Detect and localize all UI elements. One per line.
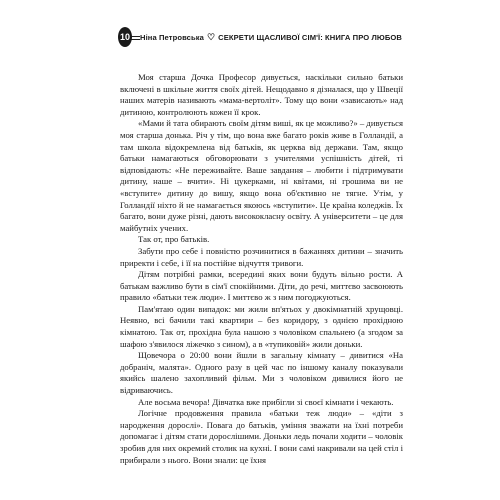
paragraph: Пам'ятаю один випадок: ми жили вп'ятьох у двокімнатній хрущовці. Неявно, всі бачили такі квартири – без коридору, з однією прохідною кімнатою. Так от, прохідна була нашою з чоловіком спальнею (а згодом за шафою з'явилося ліжечко з сином), а в «тупиковій» жили доньки. <box>120 303 403 349</box>
paragraph: Дітям потрібні рамки, всередині яких вони будуть вільно рости. А батькам важливо бути в сім'ї спокійними. Діти, до речі, миттєво засвоюють правило «батьки теж люди». І миттєво ж з ним погоджуються. <box>120 269 403 303</box>
heart-icon: ♡ <box>206 31 216 42</box>
paragraph: Моя старша Дочка Професор дивується, наскільки сильно батьки включені в шкільне життя своїх дітей. Нещодавно я дізналася, що у Швеції наших матерів називають «мама-вертоліт». Тому що вони «зависають» над дитиною, контролюють кожен її крок. <box>120 72 403 117</box>
page-number-badge: 10 <box>118 27 132 47</box>
header-author: Ніна Петровська <box>139 32 204 42</box>
paragraph: Логічне продовження правила «батьки теж люди» – «діти з народження дорослі». Повага до батьків, уміння зважати на їхні потреби допомагає і дітям стати дорослішими. Доньки ледь почали ходити – чоловік зробив для них окремий столик на кухні. І вони самі накривали на цей стіл і прибирали з нього. Вони знали: це їхня <box>120 408 403 465</box>
header-book-title: СЕКРЕТИ ЩАСЛИВОЇ СІМ'Ї: КНИГА ПРО ЛЮБОВ <box>218 32 402 42</box>
paragraph: «Мами й тата обирають своїм дітям виші, як це можливо?» – дивується моя старша донька. Річ у тім, що вона вже багато років живе в Голландії, а там школа відокремлена від батьків, як церква від держави. Там, якщо батьки намагаються обговорювати з учителями успішність дітей, ті відповідають: «Не переживайте. Ваше завдання – любити і підтримувати дитину, наше – вчити». Ні цукерками, ні квітами, ні грошима ви не «вступите» дитину до вишу, якщо вона об'єктивно не тягне. Утім, у Голландії ніхто й не намагається якоюсь «вступити». Це країна коледжів. Їх багато, вони дуже різні, дають висококласну освіту. А університети – це для майбутніх учених. <box>120 118 403 233</box>
paragraph: Забути про себе і повністю розчинитися в бажаннях дитини – значить приректи і себе, і її на постійне відчуття тривоги. <box>120 245 403 268</box>
running-header <box>118 26 406 48</box>
header-text <box>140 33 406 42</box>
paragraph: Так от, про батьків. <box>138 234 210 245</box>
body-text <box>120 72 403 466</box>
paragraph: Але восьма вечора! Дівчатка вже прибігли зі своєї кімнати і чекають. <box>138 396 394 407</box>
paragraph: Щовечора о 20:00 вони йшли в загальну кімнату – дивитися «На добраніч, малята». Одного разу в цей час по іншому каналу показували якийсь шалено захопливий фільм. Ми з чоловіком дивилися його не відриваючись. <box>120 350 403 396</box>
